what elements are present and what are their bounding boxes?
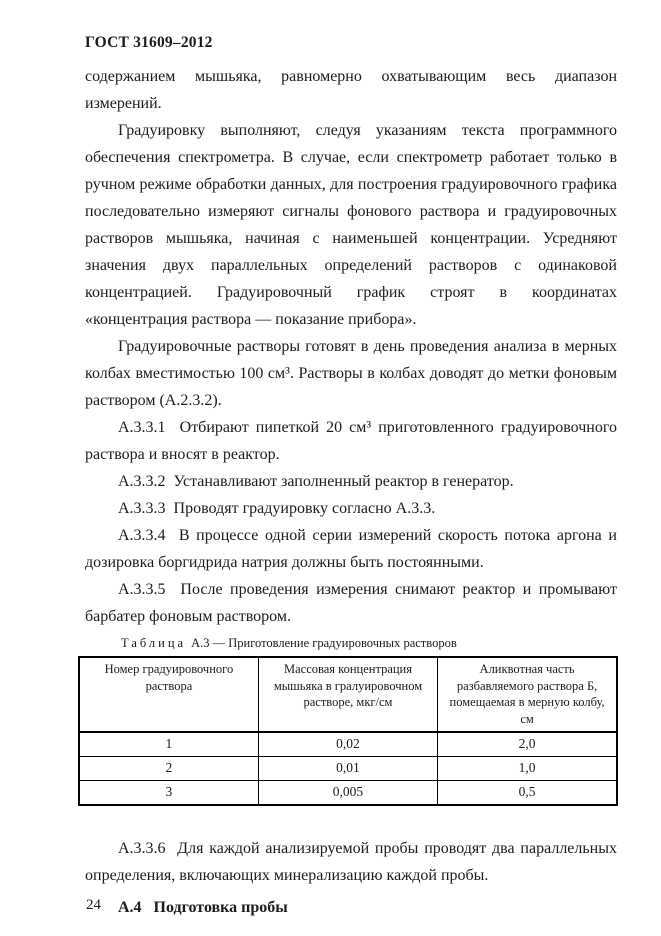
header-cell-mass-concentration: Массовая концентрация мышьяка в гралуировочном растворе, мкг/см <box>258 657 437 732</box>
paragraph-continuation: содержанием мышьяка, равномерно охватывающим весь диапазон измерений. <box>85 68 617 112</box>
table-row <box>79 757 617 781</box>
cell-mass-concentration: 0,005 <box>258 781 437 806</box>
clause-a336: А.3.3.6 Для каждой анализируемой пробы проводят два параллельных определения, включающих минерализацию каждой пробы. <box>85 840 617 884</box>
cell-aliquot-part: 0,5 <box>438 781 617 806</box>
table-body <box>79 732 617 805</box>
paragraph-solutions-preparation: Градуировочные растворы готовят в день проведения анализа в мерных колбах вместимостью 100 см³. Растворы в колбах доводят до метки фоновым раствором (А.2.3.2). <box>85 338 617 409</box>
cell-mass-concentration: 0,01 <box>258 757 437 781</box>
clause-a335: А.3.3.5 После проведения измерения снимают реактор и промывают барбатер фоновым раствором. <box>85 581 617 625</box>
cell-aliquot-part: 2,0 <box>438 732 617 757</box>
table-head <box>79 657 617 732</box>
section-heading-a4: А.4 Подготовка пробы <box>118 899 288 916</box>
cell-aliquot-part: 1,0 <box>438 757 617 781</box>
clause-a331: А.3.3.1 Отбирают пипеткой 20 см³ приготовленного градуировочного раствора и вносят в реактор. <box>85 419 617 463</box>
clause-a333: А.3.3.3 Проводят градуировку согласно А.3.3. <box>118 500 436 517</box>
header-cell-solution-number: Номер градуировочного раствора <box>79 657 258 732</box>
page-content <box>85 34 617 921</box>
header-cell-aliquot-part: Аликвотная часть разбавляемого раствора Б, помещаемая в мерную колбу, см <box>438 657 617 732</box>
cell-solution-number: 1 <box>79 732 258 757</box>
table-caption-label: Таблица <box>121 636 187 650</box>
paragraph-calibration-procedure: Градуировку выполняют, следуя указаниям текста программного обеспечения спектрометра. В случае, если спектрометр работает только в ручном режиме обработки данных, для построения градуировочного графика последовательно измеряют сигналы фонового раствора и градуировочных растворов мышьяка, начиная с наименьшей концентрации. Усредняют значения двух параллельных определений растворов с одинаковой концентрацией. Градуировочный график строят в координатах «концентрация раствора — показание прибора». <box>85 122 617 328</box>
calibration-solutions-table <box>78 656 618 806</box>
cell-solution-number: 2 <box>79 757 258 781</box>
document-code: ГОСТ 31609–2012 <box>85 34 213 51</box>
table-header-row <box>79 657 617 732</box>
page-number: 24 <box>86 897 101 913</box>
clause-a332: А.3.3.2 Устанавливают заполненный реактор в генератор. <box>118 473 514 490</box>
clause-a334: А.3.3.4 В процессе одной серии измерений скорость потока аргона и дозировка боргидрида натрия должны быть постоянными. <box>85 527 617 571</box>
cell-solution-number: 3 <box>79 781 258 806</box>
cell-mass-concentration: 0,02 <box>258 732 437 757</box>
table-row <box>79 732 617 757</box>
table-row <box>79 781 617 806</box>
table-caption <box>121 635 617 651</box>
table-caption-text: А.3 — Приготовление градуировочных растворов <box>191 636 457 650</box>
